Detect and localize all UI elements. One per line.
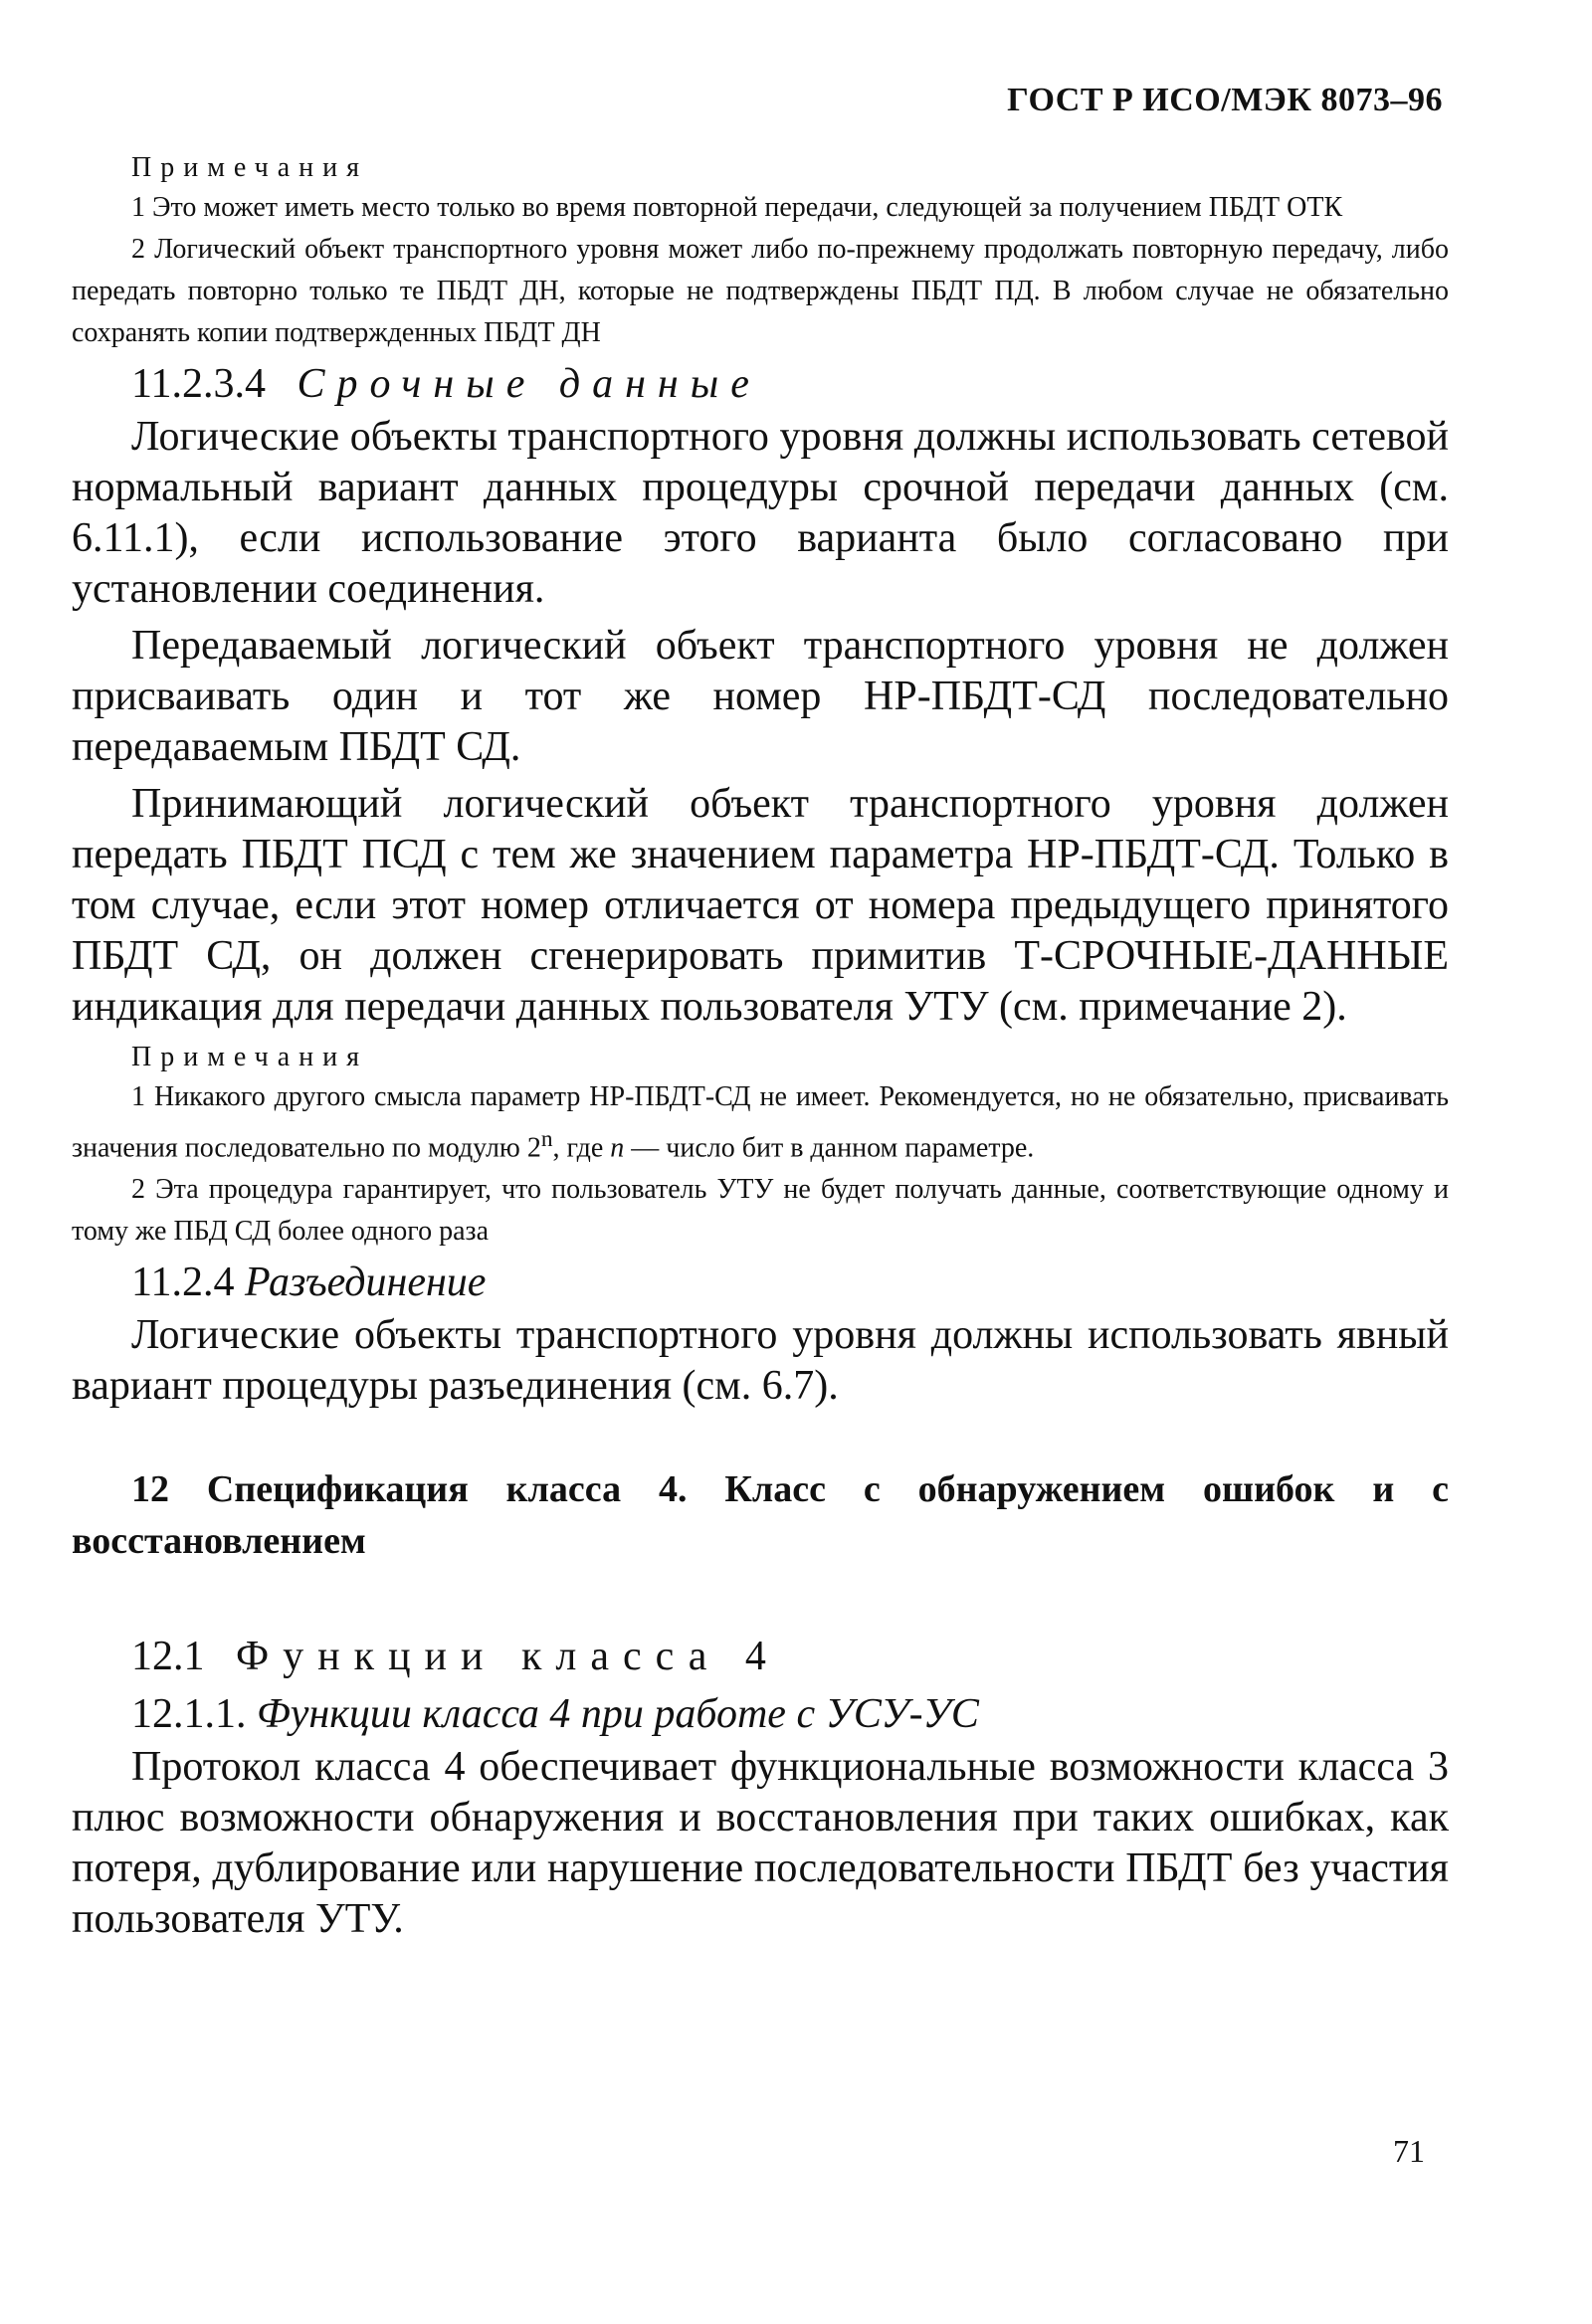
note-text: — число бит в данном параметре. (624, 1132, 1035, 1164)
section-title: Срочные данные (297, 361, 761, 407)
note-text: 1 Никакого другого смысла параметр НР-ПБДТ-СД не имеет. Рекомендуется, но не обязательно, присваивать значения последовательно по модулю 2 (72, 1081, 1449, 1164)
note-superscript: n (540, 1126, 553, 1152)
note-item: 2 Эта процедура гарантирует, что пользователь УТУ не будет получать данные, соответствующие одному и тому же ПБД СД более одного раза (72, 1174, 1449, 1248)
paragraph: Логические объекты транспортного уровня должны использовать сетевой нормальный вариант данных процедуры срочной передачи данных (см. 6.11.1), если использование этого варианта было согласовано при установлении соединения. (72, 414, 1449, 612)
section-title: Функции класса 4 (236, 1634, 780, 1680)
section-heading (72, 1686, 1449, 1742)
note-item (72, 1076, 1449, 1169)
section-heading (72, 1255, 1449, 1310)
section-title: Функции класса 4 при работе с УСУ-УС (257, 1691, 979, 1738)
note-variable: n (610, 1132, 625, 1164)
section-number: 11.2.4 (131, 1259, 235, 1306)
page-content (72, 149, 1449, 1951)
notes-title: Примечания (131, 1042, 369, 1072)
section-heading (72, 1629, 1449, 1684)
page-number: 71 (1393, 2133, 1425, 2169)
note-text: , где (552, 1132, 611, 1164)
note-item: 2 Логический объект транспортного уровня может либо по-прежнему продолжать повторную передачу, либо передать повторно только те ПБДТ ДН, которые не подтверждены ПБДТ ПД. В любом случае не обязательно сохранять копии подтвержденных ПБДТ ДН (72, 234, 1449, 348)
note-item: 1 Это может иметь место только во время повторной передачи, следующей за получением ПБДТ ОТК (131, 192, 1343, 223)
chapter-heading: 12 Спецификация класса 4. Класс с обнаружением ошибок и с восстановлением (72, 1468, 1449, 1563)
section-number: 12.1 (131, 1634, 205, 1680)
notes-title: Примечания (131, 152, 369, 183)
section-number: 11.2.3.4 (131, 361, 266, 407)
page-header: ГОСТ Р ИСО/МЭК 8073–96 (1007, 82, 1443, 118)
paragraph: Принимающий логический объект транспортного уровня должен передать ПБДТ ПСД с тем же значением параметра НР-ПБДТ-СД. Только в том случае, если этот номер отличается от номера предыдущего принятого ПБДТ СД, он должен сгенерировать примитив Т-СРОЧНЫЕ-ДАННЫЕ индикация для передачи данных пользователя УТУ (см. примечание 2). (72, 781, 1449, 1030)
section-title: Разъединение (244, 1259, 487, 1306)
paragraph: Передаваемый логический объект транспортного уровня не должен присваивать один и тот же номер НР-ПБДТ-СД последовательно передаваемым ПБДТ СД. (72, 623, 1449, 770)
section-number: 12.1.1. (131, 1691, 247, 1738)
paragraph: Логические объекты транспортного уровня должны использовать явный вариант процедуры разъединения (см. 6.7). (72, 1312, 1449, 1410)
section-heading (72, 356, 1449, 412)
paragraph: Протокол класса 4 обеспечивает функциональные возможности класса 3 плюс возможности обнаружения и восстановления при таких ошибках, как потеря, дублирование или нарушение последовательности ПБДТ без участия пользователя УТУ. (72, 1744, 1449, 1943)
